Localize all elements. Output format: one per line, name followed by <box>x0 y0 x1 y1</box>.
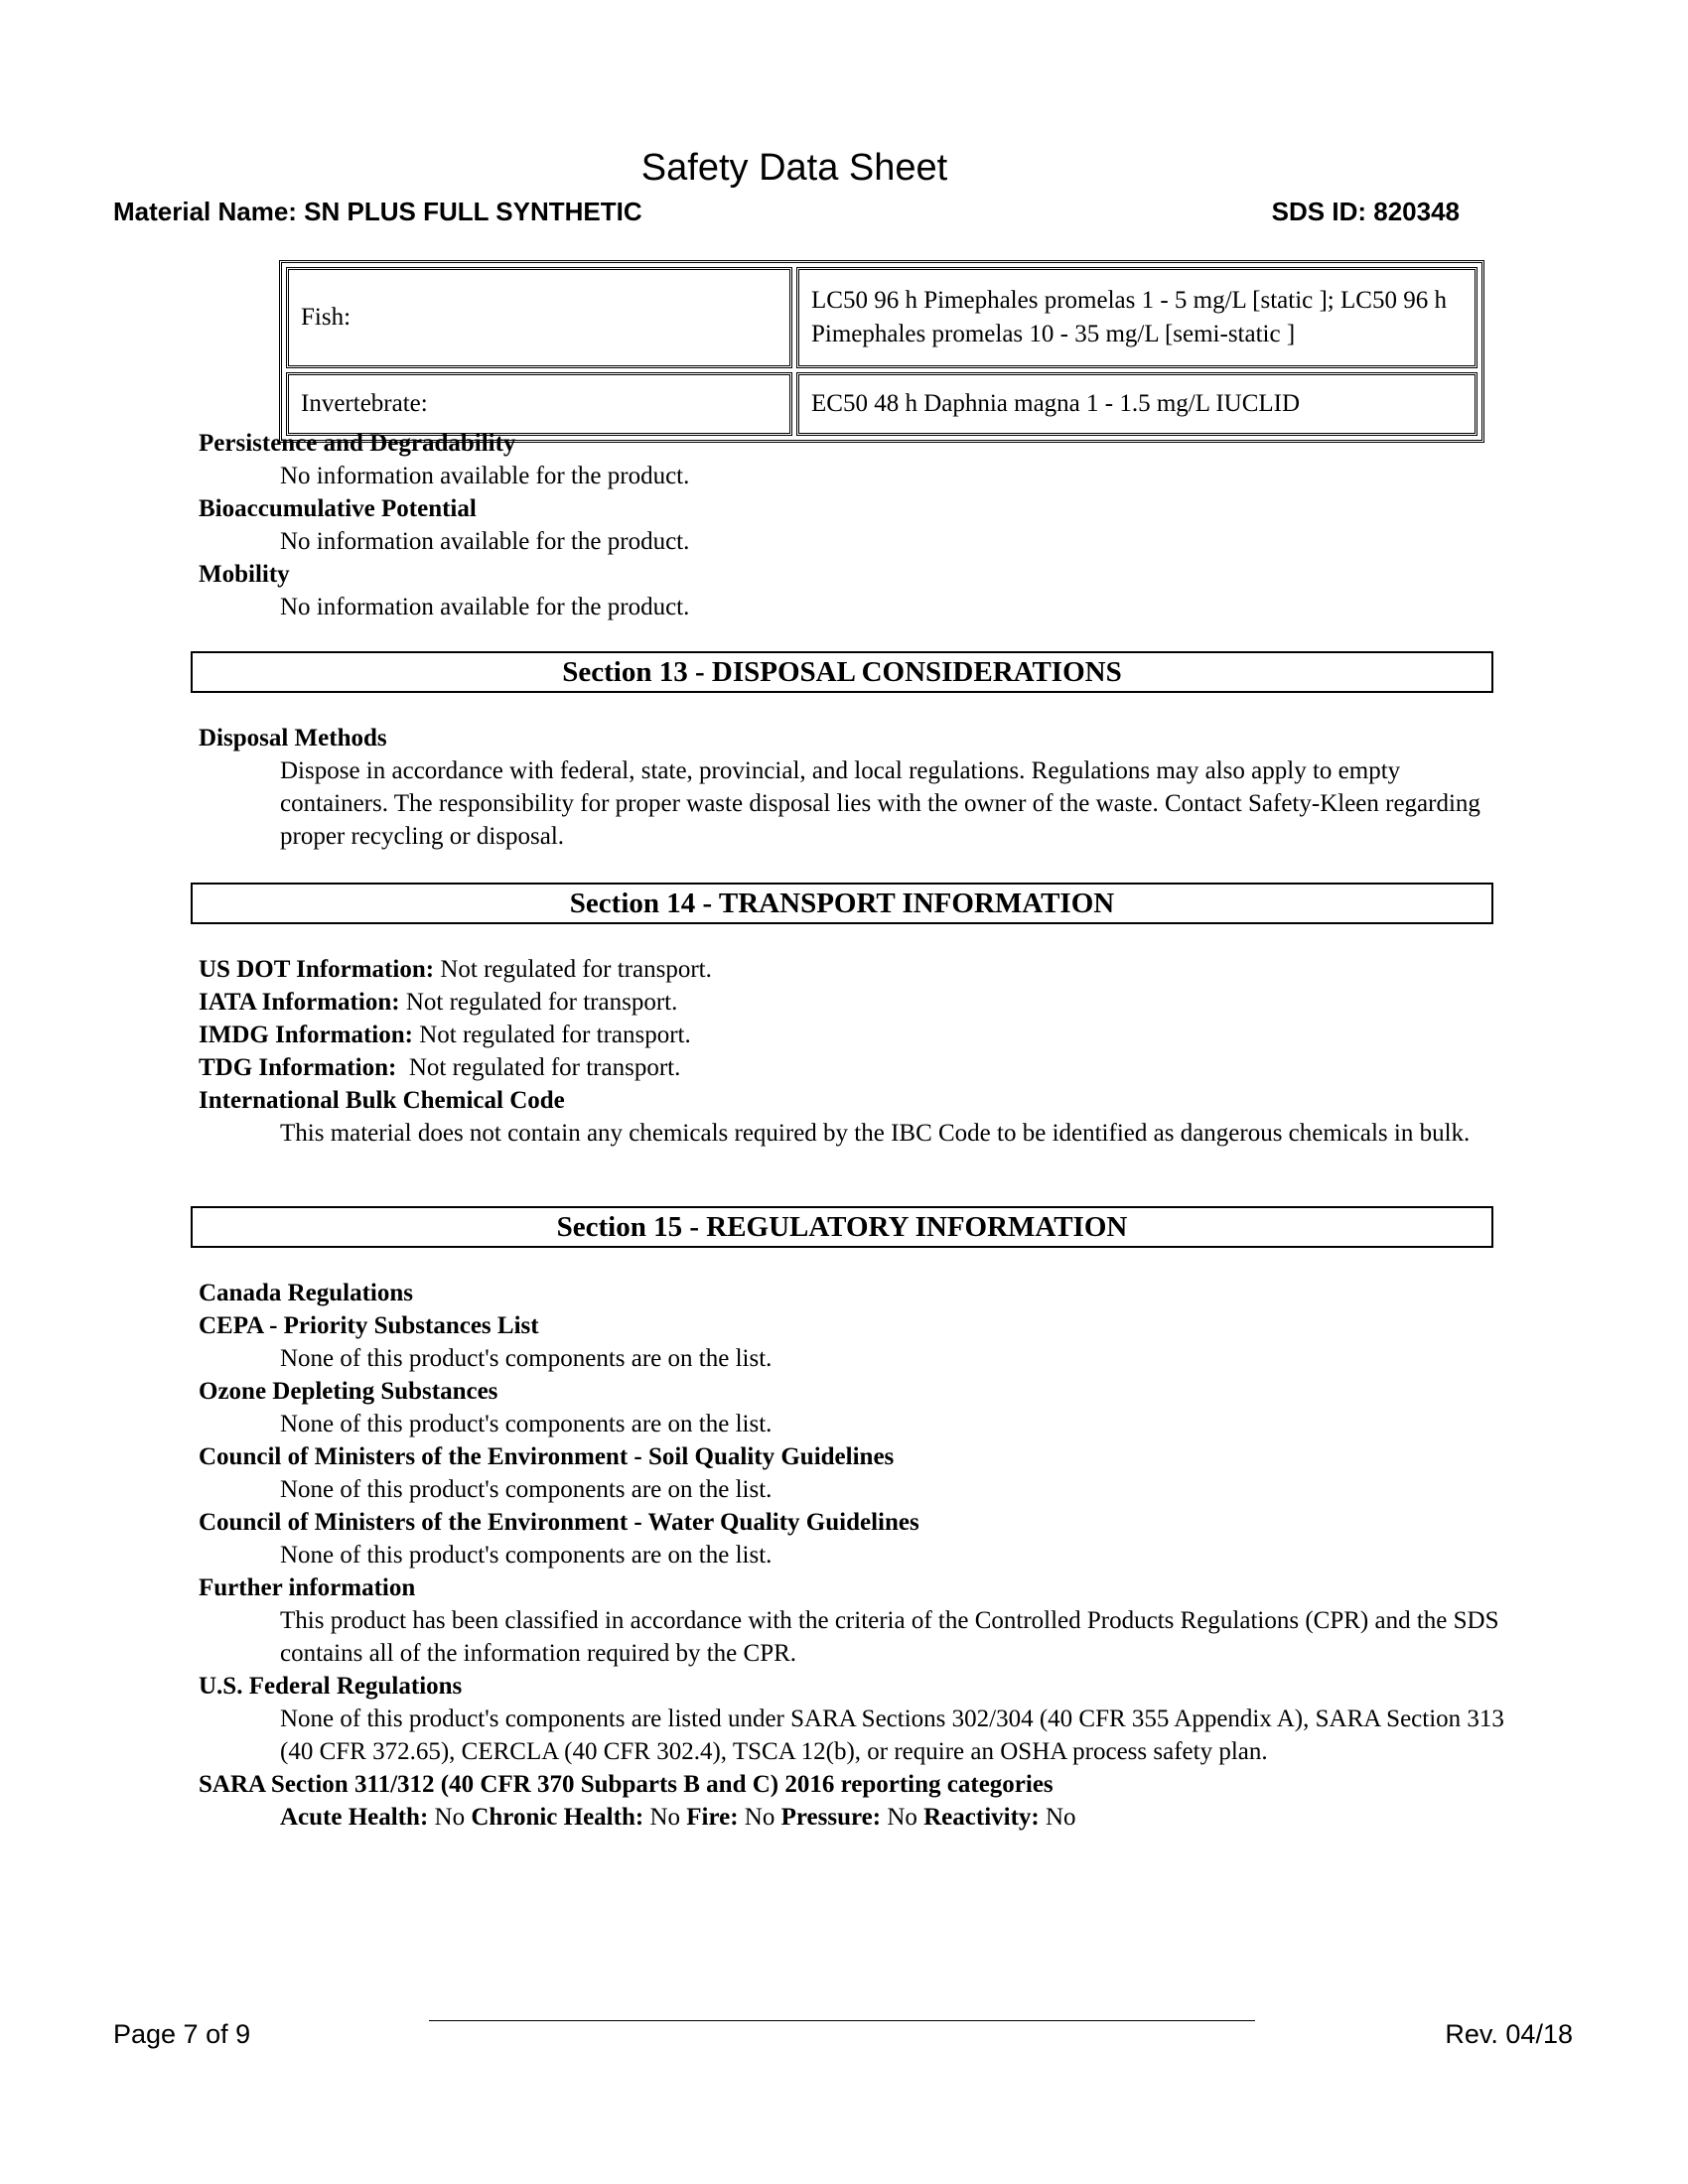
table-cell-value: LC50 96 h Pimephales promelas 1 - 5 mg/L [static ]; LC50 96 h Pimephales promelas 10 - 35 mg/L [semi-static ] <box>796 267 1477 368</box>
soil-text: None of this product's components are on the list. <box>280 1476 773 1503</box>
sds-id: SDS ID: 820348 <box>1271 197 1460 226</box>
imdg-label: IMDG Information: <box>199 1022 413 1048</box>
bioaccumulative-text: No information available for the product. <box>280 528 690 555</box>
tdg-value: Not regulated for transport. <box>408 1054 681 1081</box>
us-dot-value: Not regulated for transport. <box>440 956 712 983</box>
us-federal-heading: U.S. Federal Regulations <box>199 1673 463 1700</box>
us-dot-line <box>199 953 1509 986</box>
regulatory-block <box>199 1277 1509 1834</box>
table-row <box>286 267 1477 368</box>
ibc-text: This material does not contain any chemicals required by the IBC Code to be identified as dangerous chemicals in bulk. <box>280 1120 1471 1147</box>
mobility-text: No information available for the product. <box>280 594 690 620</box>
acute-value: No <box>434 1804 466 1831</box>
section-14-header: Section 14 - TRANSPORT INFORMATION <box>191 883 1493 924</box>
tdg-label: TDG Information: <box>199 1054 397 1081</box>
section-13-header: Section 13 - DISPOSAL CONSIDERATIONS <box>191 651 1493 693</box>
transport-block <box>199 953 1509 1150</box>
iata-line <box>199 986 1509 1019</box>
reactivity-label: Reactivity: <box>923 1804 1040 1831</box>
sara-categories <box>199 1801 1509 1834</box>
ozone-text: None of this product's components are on the list. <box>280 1411 773 1437</box>
disposal-methods-text: Dispose in accordance with federal, state, provincial, and local regulations. Regulations may also apply to empty containers. The responsibility for proper waste disposal lies with the owner of the waste. Contact Safety-Kleen regarding proper recycling or disposal. <box>280 757 1480 850</box>
persistence-text: No information available for the product. <box>280 463 690 489</box>
water-heading: Council of Ministers of the Environment - Water Quality Guidelines <box>199 1509 919 1536</box>
chronic-value: No <box>649 1804 680 1831</box>
reactivity-value: No <box>1046 1804 1076 1831</box>
ibc-heading: International Bulk Chemical Code <box>199 1087 565 1114</box>
sara-heading: SARA Section 311/312 (40 CFR 370 Subparts B and C) 2016 reporting categories <box>199 1771 1054 1798</box>
disposal-block <box>199 722 1509 853</box>
us-dot-label: US DOT Information: <box>199 956 435 983</box>
revision: Rev. 04/18 <box>1445 2019 1573 2049</box>
section-15-header: Section 15 - REGULATORY INFORMATION <box>191 1206 1493 1248</box>
table-cell-value: EC50 48 h Daphnia magna 1 - 1.5 mg/L IUCLID <box>796 372 1477 436</box>
iata-label: IATA Information: <box>199 989 400 1016</box>
page-title: Safety Data Sheet <box>640 147 948 189</box>
acute-label: Acute Health: <box>280 1804 429 1831</box>
cepa-heading: CEPA - Priority Substances List <box>199 1312 539 1339</box>
ecology-block <box>199 427 1509 623</box>
iata-value: Not regulated for transport. <box>405 989 678 1016</box>
imdg-value: Not regulated for transport. <box>419 1022 691 1048</box>
mobility-heading: Mobility <box>199 561 290 588</box>
canada-heading: Canada Regulations <box>199 1280 414 1306</box>
table-cell-label: Fish: <box>286 267 792 368</box>
pressure-value: No <box>887 1804 917 1831</box>
water-text: None of this product's components are on the list. <box>280 1542 773 1569</box>
further-info-heading: Further information <box>199 1574 416 1601</box>
ozone-heading: Ozone Depleting Substances <box>199 1378 498 1405</box>
further-info-text: This product has been classified in accordance with the criteria of the Controlled Products Regulations (CPR) and the SDS contains all of the information required by the CPR. <box>280 1607 1499 1667</box>
chronic-label: Chronic Health: <box>471 1804 644 1831</box>
ecotoxicity-table <box>279 260 1484 443</box>
footer-divider <box>429 2020 1255 2021</box>
fire-value: No <box>744 1804 775 1831</box>
table-cell-label: Invertebrate: <box>286 372 792 436</box>
material-name: Material Name: SN PLUS FULL SYNTHETIC <box>113 197 642 226</box>
imdg-line <box>199 1019 1509 1051</box>
us-federal-text: None of this product's components are listed under SARA Sections 302/304 (40 CFR 355 Appendix A), SARA Section 313 (40 CFR 372.65), CERCLA (40 CFR 302.4), TSCA 12(b), or require an OSHA process safety plan. <box>280 1706 1504 1765</box>
pressure-label: Pressure: <box>780 1804 882 1831</box>
soil-heading: Council of Ministers of the Environment - Soil Quality Guidelines <box>199 1443 895 1470</box>
page-number: Page 7 of 9 <box>113 2019 251 2049</box>
disposal-methods-heading: Disposal Methods <box>199 725 387 751</box>
bioaccumulative-heading: Bioaccumulative Potential <box>199 495 477 522</box>
tdg-line <box>199 1051 1509 1084</box>
persistence-heading: Persistence and Degradability <box>199 430 516 457</box>
fire-label: Fire: <box>686 1804 739 1831</box>
cepa-text: None of this product's components are on the list. <box>280 1345 773 1372</box>
